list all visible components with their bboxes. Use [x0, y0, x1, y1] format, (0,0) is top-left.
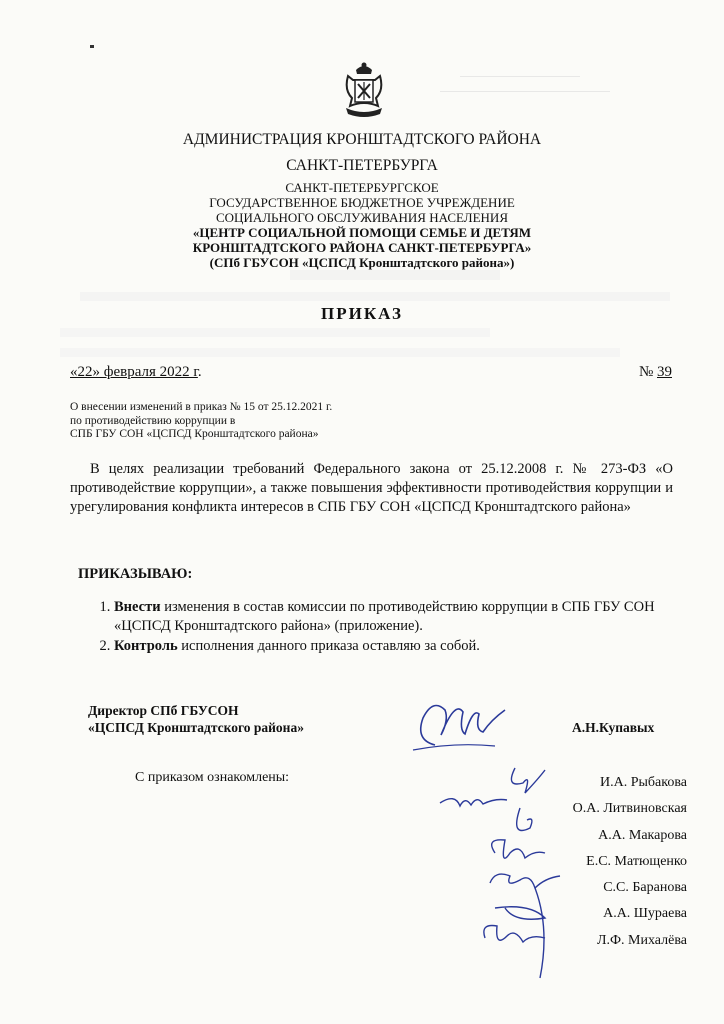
- margin-mark: [90, 45, 94, 48]
- org-line-2: ГОСУДАРСТВЕННОЕ БЮДЖЕТНОЕ УЧРЕЖДЕНИЕ: [209, 195, 515, 210]
- order-item-text: изменения в состав комиссии по противодействию коррупции в СПБ ГБУ СОН «ЦСПСД Кронштадтского района» (приложение).: [114, 599, 655, 634]
- org-line-3: СОЦИАЛЬНОГО ОБСЛУЖИВАНИЯ НАСЕЛЕНИЯ: [216, 210, 508, 225]
- order-directive: ПРИКАЗЫВАЮ:: [78, 566, 193, 582]
- acknowledged-names: [573, 770, 687, 954]
- order-date-value: «22» февраля 2022 г: [70, 364, 198, 380]
- director-line-2: «ЦСПСД Кронштадтского района»: [88, 720, 304, 735]
- organization-block: [0, 180, 724, 270]
- order-items-list: [90, 598, 696, 658]
- order-number: [639, 364, 672, 381]
- org-line-4: «ЦЕНТР СОЦИАЛЬНОЙ ПОМОЩИ СЕМЬЕ И ДЕТЯМ: [192, 225, 532, 240]
- employee-name: А.А. Шураева: [603, 906, 687, 922]
- order-item-text: исполнения данного приказа оставляю за собой.: [177, 638, 480, 654]
- coat-of-arms-icon: [342, 60, 386, 122]
- employee-name: Е.С. Матющенко: [586, 853, 687, 869]
- acknowledged-label: С приказом ознакомлены:: [135, 770, 290, 785]
- subject-line-3: СПБ ГБУ СОН «ЦСПСД Кронштадтского района»: [70, 428, 319, 440]
- order-number-prefix: №: [638, 364, 657, 380]
- org-line-1: САНКТ-ПЕТЕРБУРГСКОЕ: [285, 180, 439, 195]
- employee-name: Л.Ф. Михалёва: [597, 932, 687, 948]
- director-title: [88, 702, 304, 736]
- order-preamble: В целях реализации требований Федерального закона от 25.12.2008 г. № 273-ФЗ «О противодействие коррупции», а также повышения эффективности противодействия коррупции и урегулирования конфликта интересов в СПБ ГБУ СОН «ЦСПСД Кронштадтского района»: [70, 461, 673, 515]
- order-number-value: 39: [657, 364, 672, 380]
- subject-line-2: по противодействию коррупции в: [70, 414, 236, 427]
- employee-name: А.А. Макарова: [598, 827, 687, 843]
- org-line-6: (СПб ГБУСОН «ЦСПСД Кронштадтского района»): [209, 255, 515, 270]
- org-line-5: КРОНШТАДТСКОГО РАЙОНА САНКТ-ПЕТЕРБУРГА»: [192, 240, 532, 255]
- order-item: [114, 598, 696, 635]
- order-item-keyword: Контроль: [114, 638, 178, 654]
- employee-name: О.А. Литвиновская: [572, 801, 687, 817]
- director-name: А.Н.Купавых: [572, 720, 655, 735]
- director-signature: [405, 690, 515, 760]
- director-line-1: Директор СПб ГБУСОН: [88, 703, 239, 718]
- subject-line-1: О внесении изменений в приказ № 15 от 25.12.2021 г.: [70, 401, 333, 413]
- order-date-suffix: .: [197, 364, 202, 380]
- document-title: ПРИКАЗ: [321, 304, 403, 323]
- employee-name: И.А. Рыбакова: [600, 775, 687, 790]
- order-date: [70, 364, 202, 381]
- order-subject: [70, 401, 390, 442]
- employee-name: С.С. Баранова: [603, 880, 687, 896]
- admin-city: САНКТ-ПЕТЕРБУРГА: [286, 157, 438, 174]
- order-item: [114, 637, 696, 656]
- order-item-keyword: Внести: [114, 599, 161, 615]
- employee-signatures: [435, 758, 585, 983]
- admin-title: АДМИНИСТРАЦИЯ КРОНШТАДТСКОГО РАЙОНА: [182, 131, 542, 148]
- bleed-through-text: [440, 62, 680, 92]
